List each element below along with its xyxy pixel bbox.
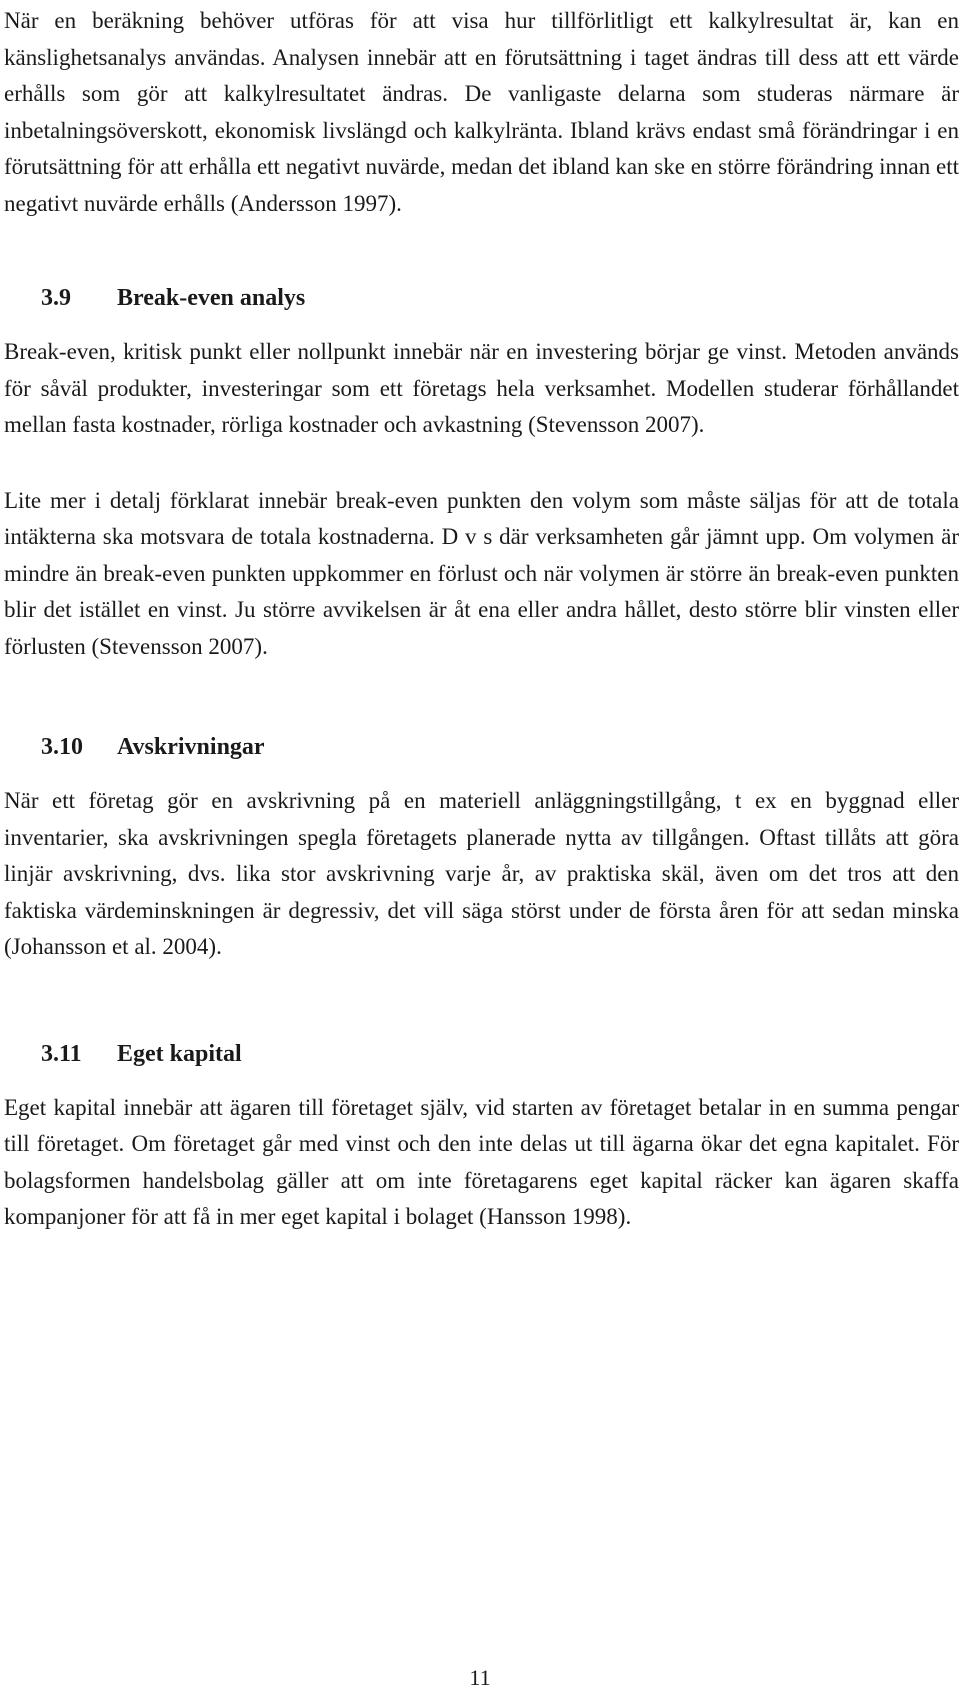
- section-3-9-paragraph-1: Break-even, kritisk punkt eller nollpunkt innebär när en investering börjar ge vinst. Metoden används för såväl produkter, investeringar som ett företags hela verksamhet. Modellen studerar förhållandet mellan fasta kostnader, rörliga kostnader och avkastning (Stevensson 2007).: [4, 339, 959, 437]
- section-number: 3.11: [41, 1040, 82, 1067]
- section-3-9-paragraph-2: Lite mer i detalj förklarat innebär break-even punkten den volym som måste säljas för att de totala intäkterna ska motsvara de totala kostnaderna. D v s där verksamheten går jämnt upp. Om volymen är mindre än break-even punkten uppkommer en förlust och när volymen är större än break-even punkten blir det istället en vinst. Ju större avvikelsen är åt ena eller andra hållet, desto större blir vinsten eller förlusten (Stevensson 2007).: [4, 487, 959, 659]
- section-title: Break-even analys: [117, 285, 306, 311]
- section-3-11-paragraph-1: Eget kapital innebär att ägaren till företaget själv, vid starten av företaget betalar in en summa pengar till företaget. Om företaget går med vinst och den inte delas ut till ägarna ökar det egna kapitalet. För bolagsformen handelsbolag gäller att om inte företagarens eget kapital räcker kan ägaren skaffa kompanjoner för att få in mer eget kapital i bolaget (Hansson 1998).: [4, 1094, 959, 1229]
- page-number: 11: [469, 1665, 491, 1690]
- section-title: Avskrivningar: [117, 734, 265, 760]
- section-heading-3-9: [4, 280, 959, 316]
- section-heading-3-10: [4, 729, 959, 765]
- section-heading-3-11: [4, 1036, 959, 1072]
- section-title: Eget kapital: [117, 1040, 242, 1067]
- section-3-10-paragraph-1: När ett företag gör en avskrivning på en materiell anläggningstillgång, t ex en byggnad eller inventarier, ska avskrivningen spegla företagets planerade nytta av tillgången. Oftast tillåts att göra linjär avskrivning, dvs. lika stor avskrivning varje år, av praktiska skäl, även om det tros att den faktiska värdeminskningen är degressiv, det vill säga störst under de första åren för att sedan minska (Johansson et al. 2004).: [4, 788, 959, 959]
- section-number: 3.10: [41, 734, 83, 760]
- section-number: 3.9: [41, 285, 71, 311]
- intro-paragraph: När en beräkning behöver utföras för att visa hur tillförlitligt ett kalkylresultat är, kan en känslighetsanalys användas. Analysen innebär att en förutsättning i taget ändras till dess att ett värde erhålls som gör att kalkylresultatet ändras. De vanligaste delarna som studeras närmare är inbetalningsöverskott, ekonomisk livslängd och kalkylränta. Ibland krävs endast små förändringar i en förutsättning för att erhålla ett negativt nuvärde, medan det ibland kan ske en större förändring innan ett negativt nuvärde erhålls (Andersson 1997).: [4, 8, 959, 216]
- page-content: [4, 0, 959, 1236]
